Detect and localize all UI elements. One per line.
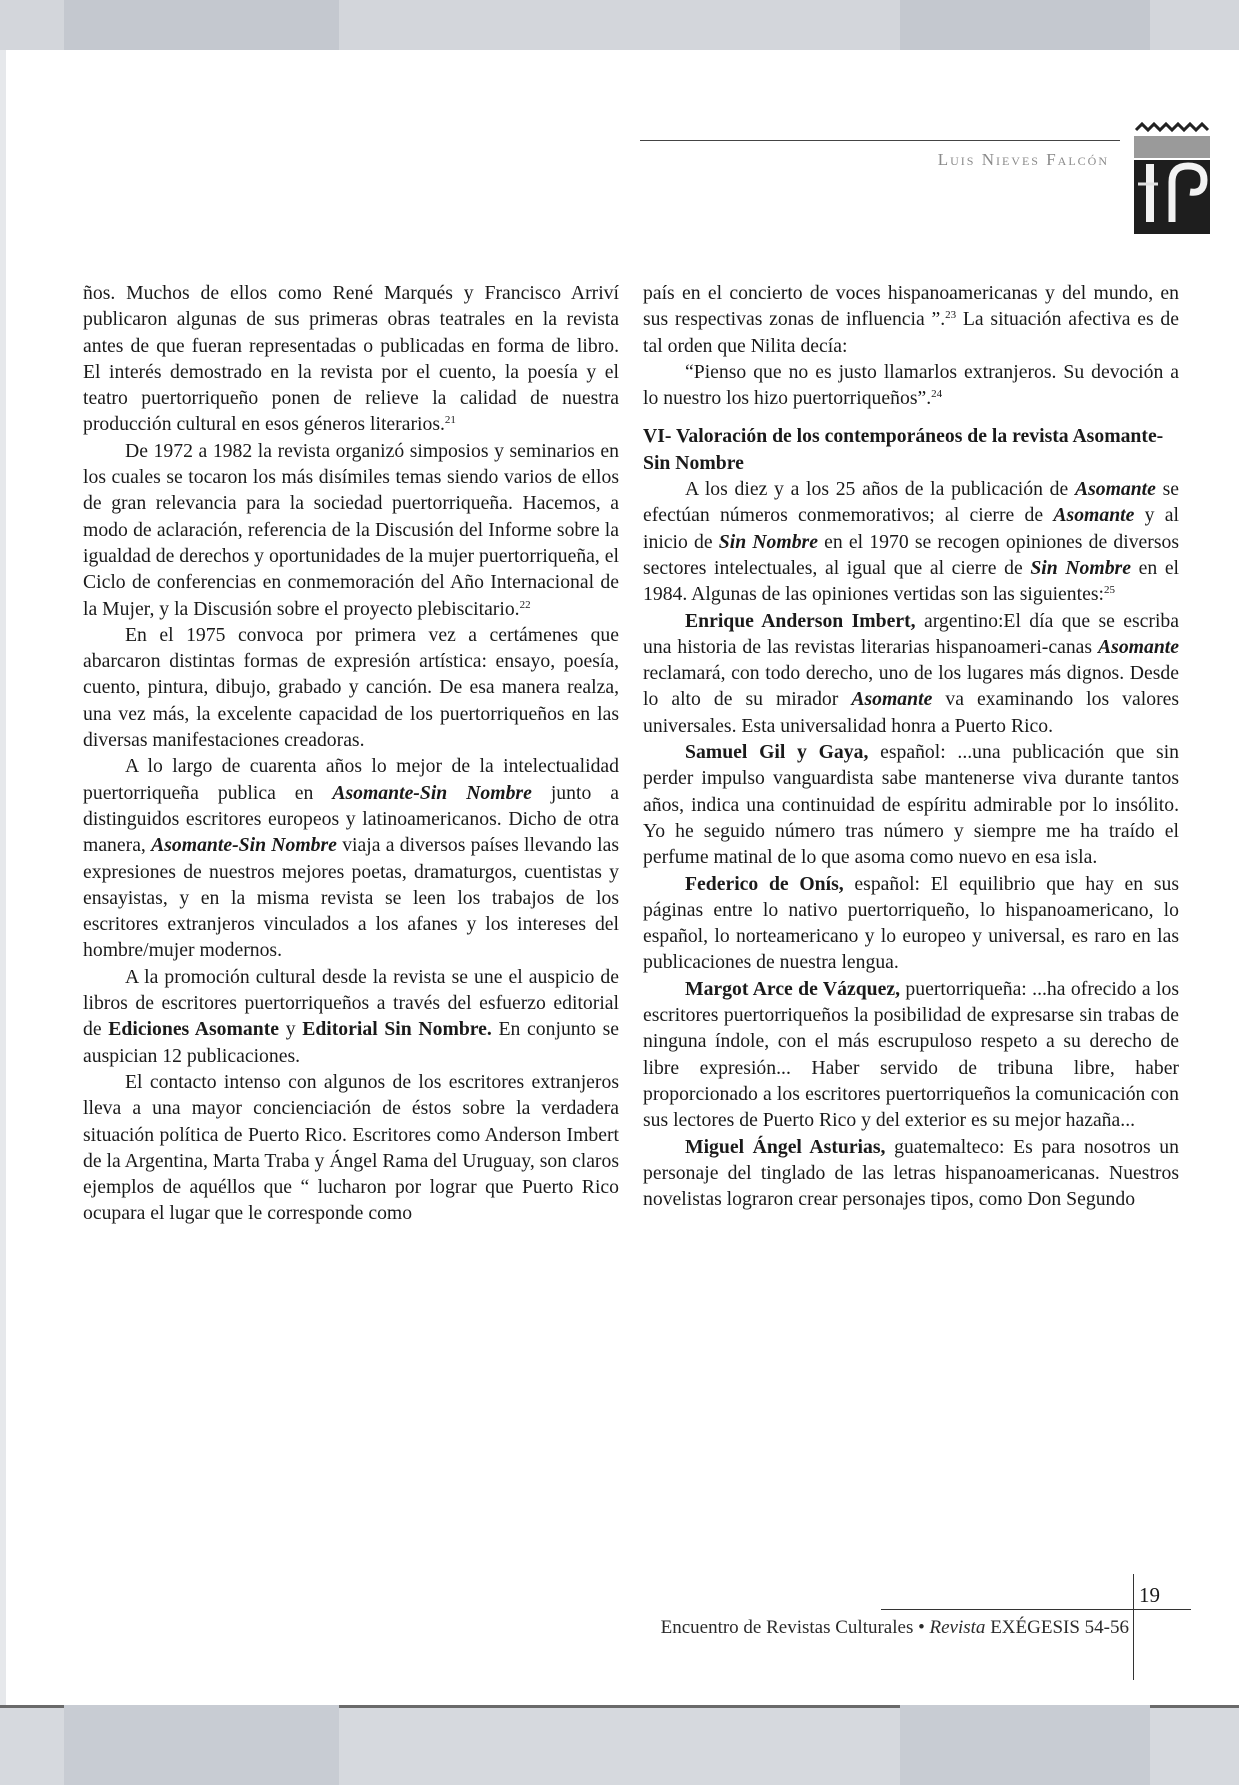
scan-shade — [900, 0, 1150, 50]
paragraph: En el 1975 convoca por primera vez a certámenes que abarcaron distintas formas de expresión artística: ensayo, poesía, cuento, pintura, dibujo, grabado y canción. De esa manera realza, una vez más, la excelente capacidad de los puertorriqueños en las diversas manifestaciones creadoras. — [83, 623, 619, 752]
opinion-quote: Enrique Anderson Imbert, argentino:El día que se escriba una historia de las revistas literarias hispanoameri-canas Asomante reclamará, con todo derecho, uno de los lugares más dignos. Desde lo alto de su mirador Asomante va examinando los valores universales. Esta universalidad honra a Puerto Rico. — [643, 609, 1180, 737]
text-column-left — [83, 280, 619, 1227]
author-name: Miguel Ángel Asturias, — [685, 1135, 886, 1158]
page-number: 19 — [1139, 1583, 1160, 1607]
quote-paragraph: “Pienso que no es justo llamarlos extranjeros. Su devoción a lo nuestro los hizo puertorriqueños”.$^{24}$ — [643, 360, 1179, 410]
text-column-right — [643, 280, 1179, 1212]
header-rule — [640, 140, 1120, 141]
running-head-author: Luis Nieves Falcón — [937, 150, 1109, 169]
paragraph: A los diez y a los 25 años de la publicación de Asomante se efectúan números conmemorativos; al cierre de Asomante y al inicio de Sin Nombre en el 1970 se recogen opiniones de diversos sectores intelectuales, al igual que al cierre de Sin Nombre en el 1984. Algunas de las opiniones vertidas son las siguientes:$^{25}$ — [643, 478, 1180, 606]
journal-title: Asomante-Sin Nombre — [332, 781, 532, 804]
opinion-quote: Margot Arce de Vázquez, puertorriqueña: ...ha ofrecido a los escritores puertorriqueños la posibilidad de expresarse sin trabas de ninguna índole, con el más escrupuloso respeto a su derecho de libre expresión... Haber servido de tribuna libre, haber proporcionado a los escritores puertorriqueños la comunicación con sus lectores de Puerto Rico y del exterior es su mejor hazaña... — [643, 977, 1180, 1132]
author-name: Samuel Gil y Gaya, — [685, 741, 869, 764]
footer-rule — [881, 1609, 1191, 1610]
footnote-ref: 25 — [1103, 584, 1115, 597]
opinion-quote: Miguel Ángel Asturias, guatemalteco: Es para nosotros un personaje del tinglado de las letras hispanoamericanas. Nuestros novelistas lograron crear personajes tipos, como Don Segundo — [643, 1135, 1179, 1211]
scan-border-bottom — [0, 1705, 1239, 1785]
opinion-quote: Federico de Onís, español: El equilibrio que hay en sus páginas entre lo nativo puertorriqueño, lo hispanoamericano, lo español, lo norteamericano y lo europeo y universal, es raro en las publicaciones de nuestra lengua. — [643, 872, 1179, 974]
paragraph: ños. Muchos de ellos como René Marqués y Francisco Arriví publicaron algunas de sus primeras obras teatrales en la revista antes de que fueran representadas o publicadas en forma de libro. El interés demostrado en la revista por el cuento, la poesía y el teatro puertorriqueño ponen de relieve la calidad de nuestra producción cultural en esos géneros literarios.$^{21}$ — [83, 282, 619, 436]
paragraph: El contacto intenso con algunos de los escritores extranjeros lleva a una mayor concienciación de éstos sobre la verdadera situación política de Puerto Rico. Escritores como Anderson Imbert de la Argentina, Marta Traba y Ángel Rama del Uruguay, son claros ejemplos de aquéllos que “ lucharon por lograr que Puerto Rico ocupara el lugar que le corresponde como — [83, 1070, 619, 1225]
opinion-quote: Samuel Gil y Gaya, español: ...una publicación que sin perder impulso vanguardista sabe mantenerse viva durante tantos años, indica una continuidad de espíritu admirable por lo insólito. Yo he seguido número tras número y siempre me ha traído el perfume matinal de lo que asoma como nuevo en esa isla. — [643, 741, 1180, 869]
footnote-ref: 24 — [931, 388, 943, 401]
scan-border-top — [0, 0, 1239, 50]
paragraph: A lo largo de cuarenta años lo mejor de la intelectualidad puertorriqueña publica en Asomante-Sin Nombre junto a distinguidos escritores europeos y latinoamericanos. Dicho de otra manera, Asomante-Sin Nombre viaja a diversos países llevando las expresiones de nuestros mejores poetas, dramaturgos, cuentistas y ensayistas, y en la misma revista se leen los trabajos de los escritores extranjeros vinculados a los afanes y los intereses del hombre/mujer modernos. — [83, 755, 620, 962]
paragraph: país en el concierto de voces hispanoamericanas y del mundo, en sus respectivas zonas de influencia ”.$^{23}$ La situación afectiva es de tal orden que Nilita decía: — [643, 282, 1179, 357]
section-heading: VI- Valoración de los contemporáneos de la revista Asomante-Sin Nombre — [643, 425, 1164, 474]
author-name: Margot Arce de Vázquez, — [685, 977, 901, 1000]
author-name: Federico de Onís, — [685, 872, 844, 895]
footer-citation: Encuentro de Revistas Culturales • Revista EXÉGESIS 54-56 — [660, 1617, 1129, 1638]
journal-logo-icon — [1132, 122, 1212, 236]
author-name: Enrique Anderson Imbert, — [685, 609, 916, 632]
paragraph: A la promoción cultural desde la revista se une el auspicio de libros de escritores puertorriqueños a través del esfuerzo editorial de Ediciones Asomante y Editorial Sin Nombre. En conjunto se auspician 12 publicaciones. — [83, 965, 620, 1067]
footnote-ref: 23 — [945, 309, 957, 322]
footer-rule-vertical — [1133, 1574, 1134, 1680]
scan-shade — [64, 0, 339, 50]
scan-shade — [900, 1705, 1150, 1785]
footnote-ref: 21 — [444, 414, 456, 427]
publisher-name: Ediciones Asomante — [108, 1018, 280, 1041]
journal-title: Asomante-Sin Nombre — [151, 834, 337, 857]
publisher-name: Editorial Sin Nombre. — [302, 1018, 492, 1041]
footnote-ref: 22 — [519, 598, 531, 611]
paragraph: De 1972 a 1982 la revista organizó simposios y seminarios en los cuales se tocaron los más disímiles temas siendo varios de ellos de gran relevancia para la sociedad puertorriqueña. Hacemos, a modo de aclaración, referencia de la Discusión del Informe sobre la igualdad de derechos y oportunidades de la mujer puertorriqueña, el Ciclo de conferencias en conmemoración del Año Internacional de la Mujer, y la Discusión sobre el proyecto plebiscitario.$^{22}$ — [83, 439, 619, 620]
scan-shade — [64, 1705, 339, 1785]
scan-border-left — [0, 50, 6, 1705]
